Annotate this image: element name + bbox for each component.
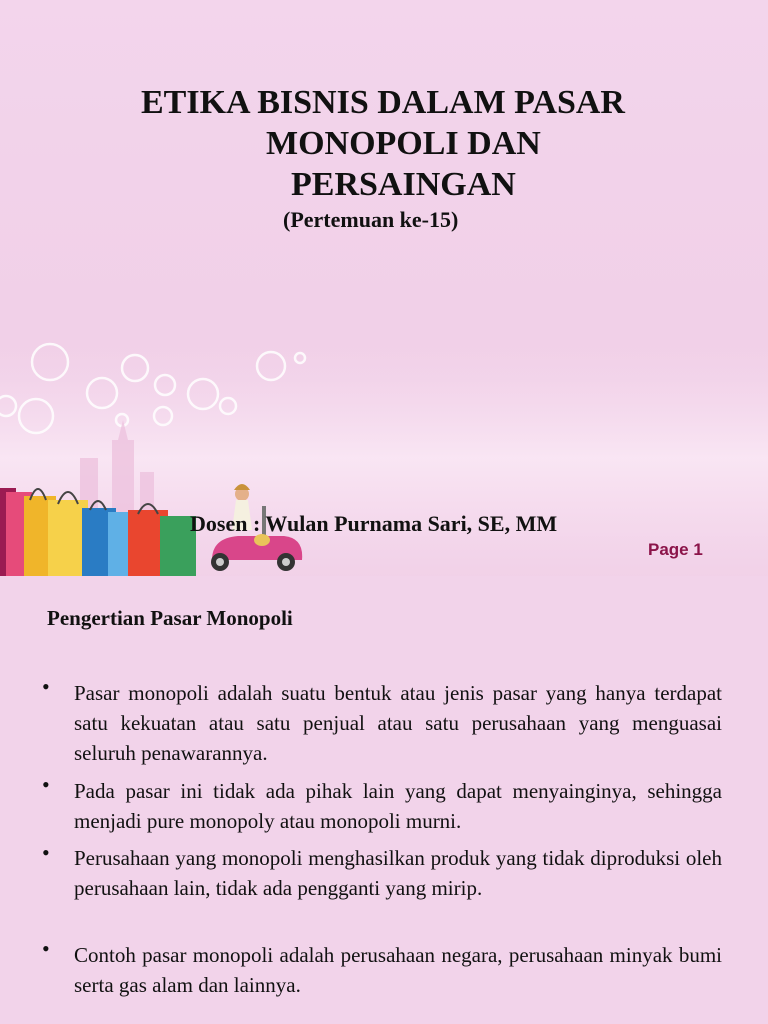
bullet-dot: • (42, 772, 50, 797)
slide-subtitle: (Pertemuan ke-15) (283, 207, 459, 232)
title-line-3: PERSAINGAN (291, 166, 516, 203)
lecturer-name: Dosen : Wulan Purnama Sari, SE, MM (190, 511, 558, 536)
bullet-item-4: Contoh pasar monopoli adalah perusahaan negara, perusahaan minyak bumi serta gas alam dan lainnya. (74, 943, 722, 997)
page-number: Page 1 (648, 540, 703, 559)
title-line-1: ETIKA BISNIS DALAM PASAR (141, 84, 625, 121)
title-line-2: MONOPOLI DAN (266, 125, 541, 162)
bullet-dot: • (42, 936, 50, 961)
bullet-dot: • (42, 674, 50, 699)
bullet-item-2: Pada pasar ini tidak ada pihak lain yang dapat menyainginya, sehingga menjadi pure monopoly atau monopoli murni. (74, 779, 722, 833)
bullet-item-3: Perusahaan yang monopoli menghasilkan produk yang tidak diproduksi oleh perusahaan lain, tidak ada pengganti yang mirip. (74, 846, 722, 900)
bullet-dot: • (42, 840, 50, 865)
section-heading: Pengertian Pasar Monopoli (47, 606, 293, 630)
bullet-item-1: Pasar monopoli adalah suatu bentuk atau jenis pasar yang hanya terdapat satu kekuatan atau satu penjual atau satu perusahaan yang menguasai seluruh penawarannya. (74, 681, 722, 765)
